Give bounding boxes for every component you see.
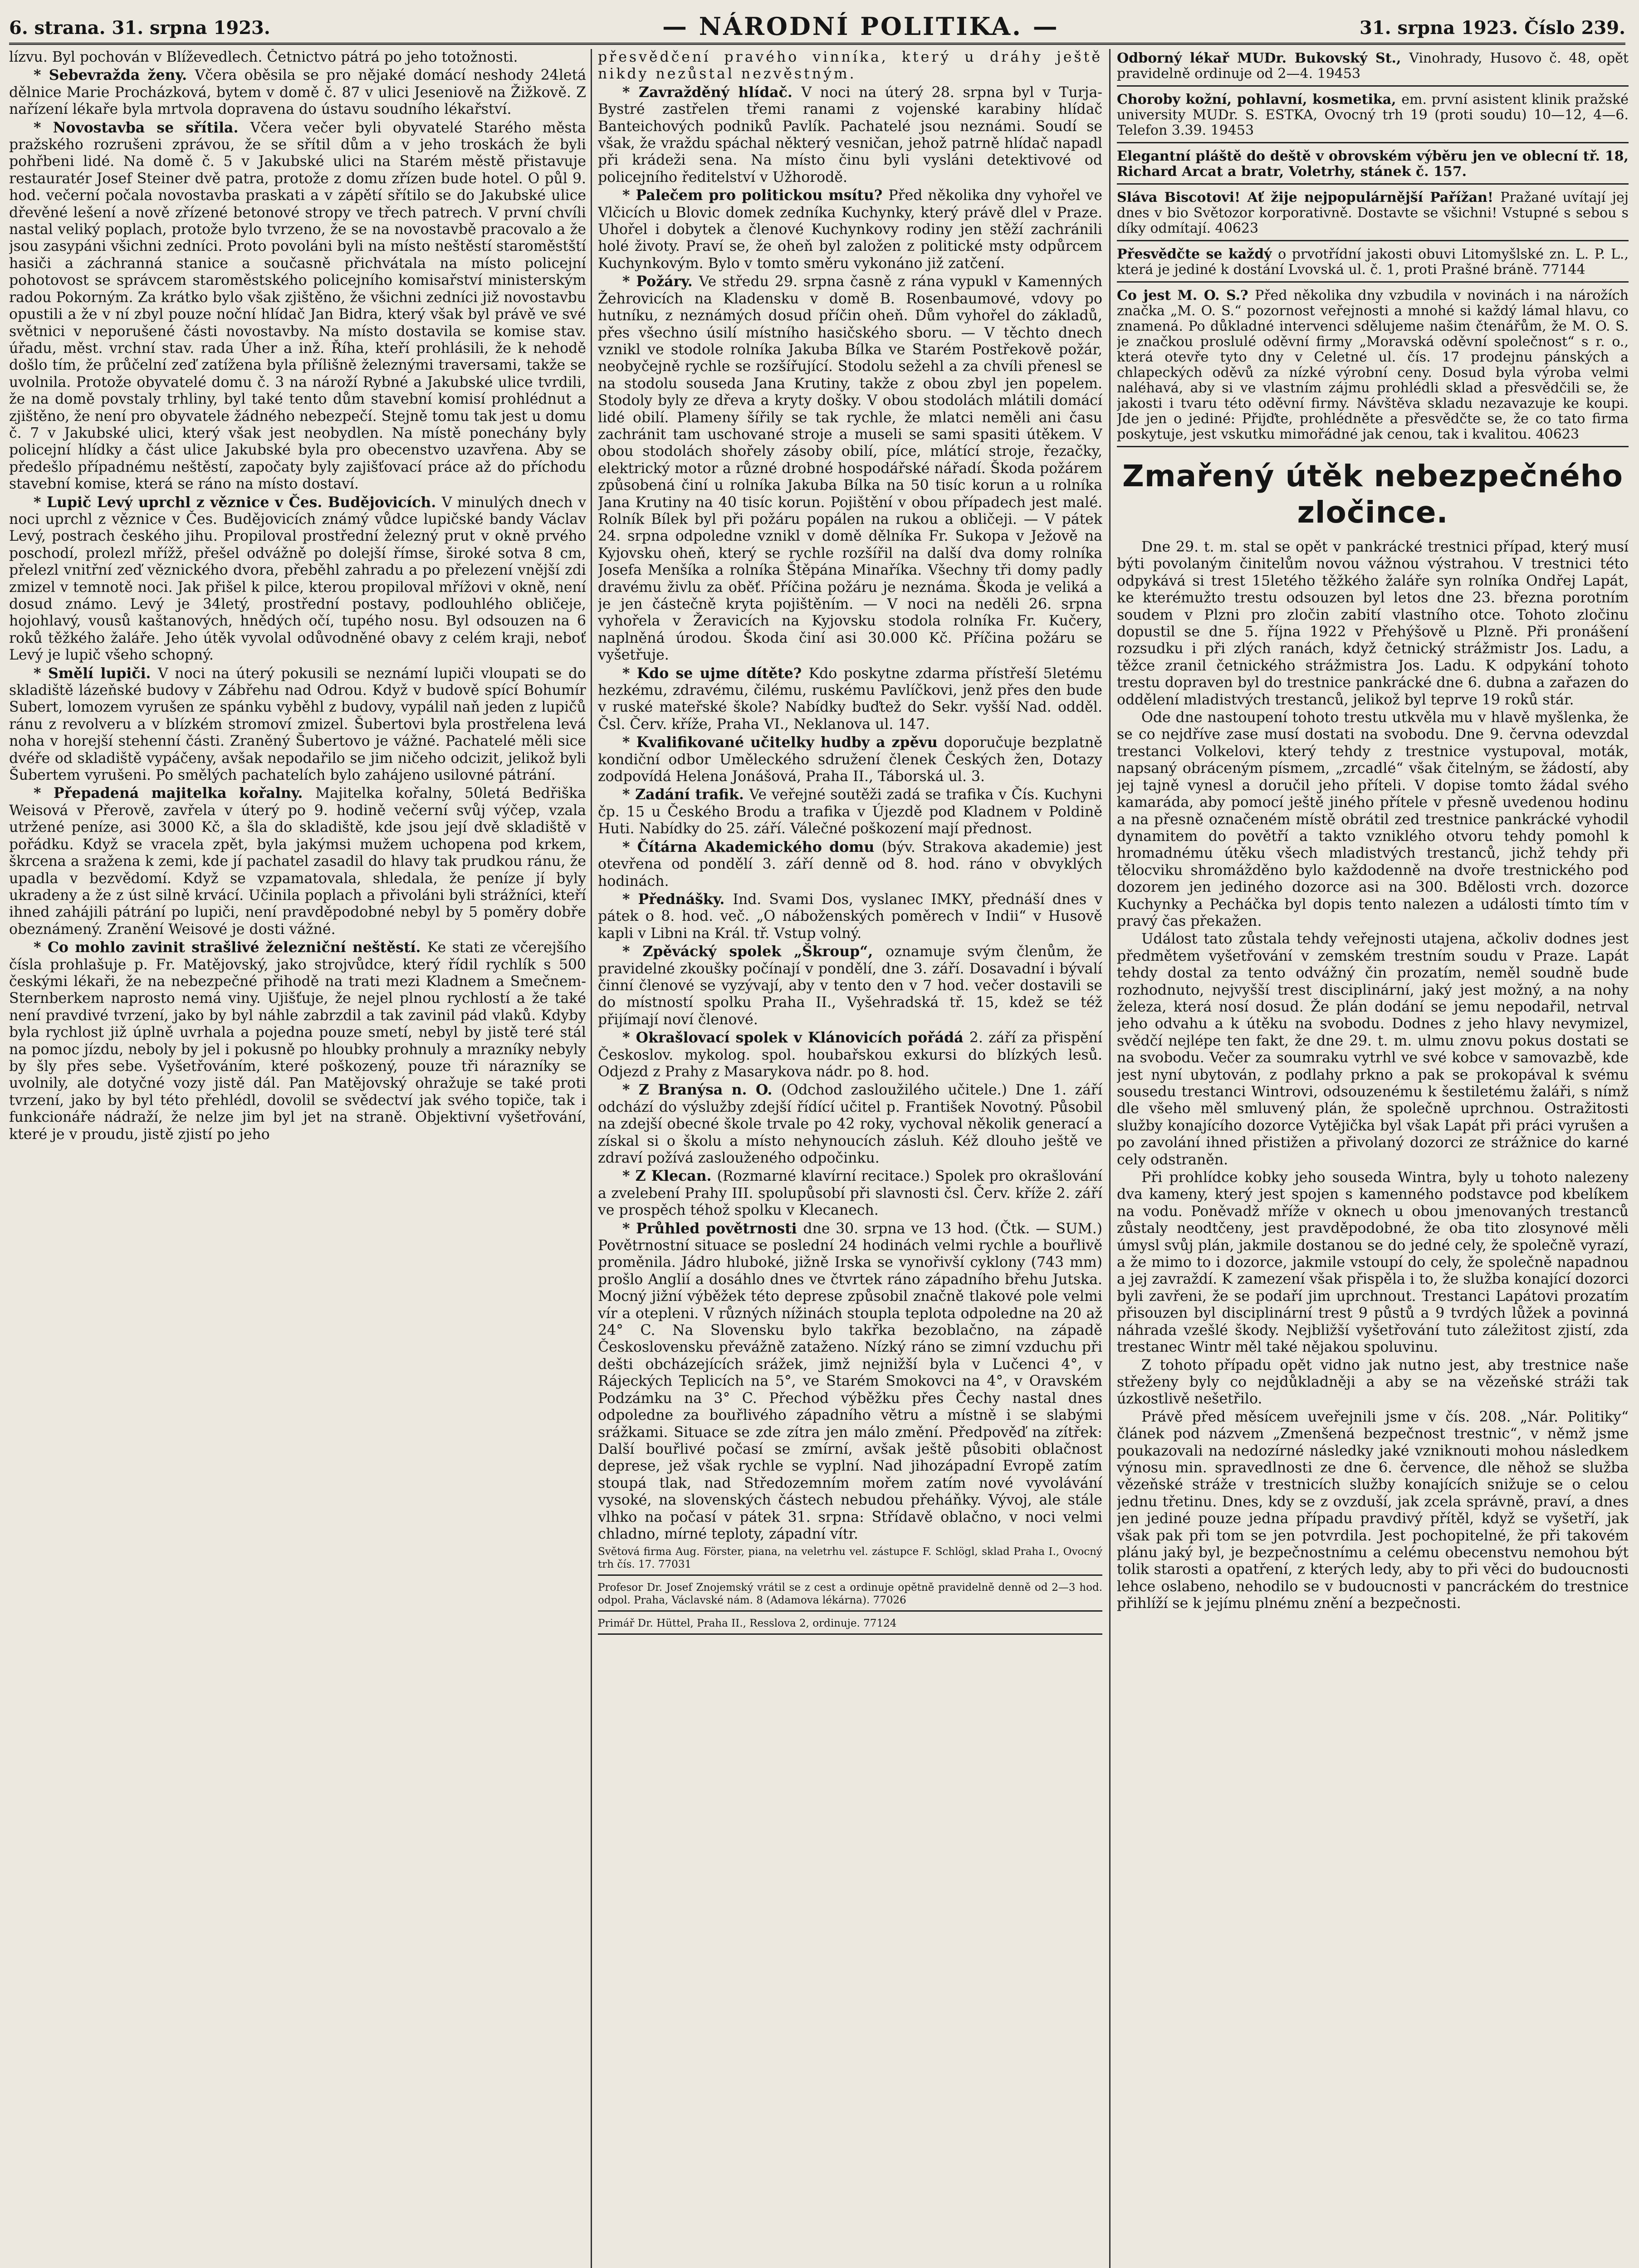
column-divider bbox=[1109, 49, 1111, 2268]
news-item-heading: * Palečem pro politickou msítu? bbox=[622, 187, 889, 204]
ad-heading: Sláva Biscotovi! Ať žije nejpopulárnější Pařížan! bbox=[1117, 190, 1501, 205]
news-item bbox=[598, 786, 1102, 837]
ad-text: o prvotřídní jakosti obuvi Litomyšlské zn. L. P. L., která je jediné k dostání Lvovská ul. č. 1, proti Prašné bráně. 77144 bbox=[1117, 246, 1629, 278]
news-item bbox=[598, 734, 1102, 785]
news-item-text: V noci na úterý pokusili se neznámí lupiči vloupati se do skladiště lázeňské budovy v Zábřehu nad Odrou. Když v budově spící Bohumír Subert, lomozem vyrušen ze spánku vyběhl z budovy, vypálil naň jeden z lupičů ránu z revolveru a v blízkém stromoví zmizel. Šubertovi byla prostřelena levá noha v horejší stehenní části. Zraněný Šubertovo je vážné. Pachatelé měli sice dvéře od skladiště vypáčeny, avšak nepodařilo se jim ničeho odcizit, jelikož byli Šubertem vyrušeni. Po smělých pachatelích bylo zahájeno usilovné pátrání. bbox=[9, 665, 586, 784]
news-item bbox=[598, 1168, 1102, 1219]
classified-ad: Světová firma Aug. Förster, piana, na veletrhu vel. zástupce F. Schlögl, sklad Praha I., Ovocný trh čís. 17. 77031 bbox=[598, 1544, 1102, 1576]
news-item-text: doporučuje bezplatně kondiční odbor Uměleckého sdružení členek Českých žen, Dotazy zodpovídá Helena Jonášová, Praha II., Táborská ul. 3. bbox=[598, 734, 1102, 785]
news-item bbox=[598, 1220, 1102, 1543]
news-item bbox=[9, 119, 586, 493]
article-paragraph: Dne 29. t. m. stal se opět v pankrácké trestnici případ, který musí býti povolaným činitelům novou vážnou výstrahou. V trestnici této odpykává si trest 15letého těžkého žaláře syn rolníka Ondřej Lapát, ke kterémužto trestu odsouzen byl letos dne 23. března porotním soudem v Plzni pro zločin zabití vlastního otce. Tohoto zločinu dopustil se dne 5. října 1922 v Přehýšově u Plzně. Při pronášení rozsudku i při zlých ranách, když četnický strážmistr Jos. Ladu, a těžce zranil četnického strážmistra Jos. Ladu. K odpykání tohoto trestu dopraven byl do trestnice pankrácké dne 6. dubna a zařazen do oddělení mladistvých trestanců, jelikož byl teprve 19 roků stár. bbox=[1117, 539, 1629, 708]
news-item bbox=[9, 494, 586, 664]
ad-heading: Přesvědčte se každý bbox=[1117, 246, 1278, 262]
news-item-heading: * Kdo se ujme dítěte? bbox=[622, 665, 809, 682]
news-item-text: Ind. Svami Dos, vyslanec IMKY, přednáší dnes v pátek o 8. hod. več. „O náboženských poměrech v Indii“ v Husově kapli v Libni na Král. tř. Vstup volný. bbox=[598, 891, 1102, 942]
article-paragraph: Událost tato zůstala tehdy veřejnosti utajena, ačkoliv dodnes jest předmětem vyšetřování v zemském trestním soudu v Praze. Lapát tehdy dostal za tento odvážný čin prozatím, neměl soudně bude rozhodnuto, nejvyšší trest disciplinární, jaký jest možný, a na nohy železa, která nosí dosud. Že plán dodání se jemu nepodařil, netrval jeho odvahu a k útěku na svobodu. Dodnes z jeho hlavy nevymizel, svědčí nejlépe ten fakt, že dne 29. t. m. ulmu znovu pokus dostati se na svobodu. Večer za soumraku vytrhl ve své kobce v samovazbě, kde jest nyní ubytován, z podlahy prkno a pak se prokopával k svému sousedu trestanci Wintrovi, odsouzenému k šestiletému žaláři, s nímž dle všeho měl smluvený plán, že společně uprchnou. Ostražitosti služby konajícího dozorce Vytějička byl však Lapát při práci vyrušen a po zavolání ihned přistižen a přivolaný dozorci ze strážnice do karné cely odstraněn. bbox=[1117, 931, 1629, 1168]
news-item-text: V minulých dnech v noci uprchl z věznice v Čes. Budějovicích známý vůdce lupičské bandy Václav Levý, postrach českého jihu. Propiloval prostřední železný prut v okně prvého poschodí, prolezl mřížž, přešel odvážně po dolejší římse, široké sotva 8 cm, přelezl vnitřní zeď věznického dvora, přeběhl zahradu a po přelezení vnější zdi zmizel v temnotě noci. Jak přišel k pilce, kterou propiloval mřížovi v okně, není dosud známo. Levý je 34letý, prostřední postavy, podlouhlého obličeje, hojohlavý, vousů kaštanových, hnědých očí, tupého nosu. Byl odsouzen na 6 roků těžkého žaláře. Jeho útěk vyvolal odůvodněné obavy z celém kraji, neboť Levý je lupič všeho schopný. bbox=[9, 494, 586, 664]
news-item bbox=[598, 49, 1102, 83]
news-item-text: (býv. Strakova akademie) jest otevřena od pondělí 3. září denně od 8. hod. ráno v obvyklých hodinách. bbox=[598, 839, 1102, 890]
news-item-text: přesvědčení pravého vinníka, který u dráhy ještě nikdy nezůstal nezvěstným. bbox=[598, 49, 1102, 83]
news-item-heading: * Sebevražda ženy. bbox=[34, 67, 195, 84]
news-item-heading: * Z Branýsa n. O. bbox=[622, 1081, 781, 1099]
classified-ad bbox=[1117, 188, 1629, 241]
column-2 bbox=[598, 49, 1102, 2268]
news-item-text: (Rozmarné klavírní recitace.) Spolek pro okrašlování a zvelebení Prahy III. spolupůsobí při slavnosti čsl. Červ. kříže 2. září ve prospěch téhož spolku v Klecanech. bbox=[598, 1168, 1102, 1219]
ad-heading: Elegantní pláště do deště v obrovském výběru jen ve oblecní tř. 18, Richard Arcat a bratr, Voletrhy, stánek č. 157. bbox=[1117, 148, 1629, 180]
ad-text: Pražané uvítají jej dnes v bio Světozor korporativně. Dostavte se všichni! Vstupné s sebou s díky odmítají. 40623 bbox=[1117, 190, 1629, 236]
header-date-issue: 31. srpna 1923. Číslo 239. bbox=[1360, 17, 1625, 39]
news-item bbox=[598, 943, 1102, 1028]
news-item bbox=[9, 785, 586, 938]
ad-heading: Co jest M. O. S.? bbox=[1117, 288, 1255, 303]
news-item-heading: * Kvalifikované učitelky hudby a zpěvu bbox=[622, 734, 944, 751]
article-paragraph: Ode dne nastoupení tohoto trestu utkvěla mu v hlavě myšlenka, že se co nejdříve zase musí dostati na svobodu. Dne 9. června odevzdal trestanci Volkelovi, který tehdy z trestnice vystupoval, moták, napsaný obráceným písmem, „zrcadlé“ však čitelným, se žádostí, aby jej tajně vynesl a doručil jeho příteli. V dopise tomto žádal svého kamaráda, aby pomocí ještě jiného přítele v přesně uvedenou hodinu a na přesně označeném místě obrátil zed trestnice pankrácké vyhodil dynamitem do povětří a takto vzniklého otvoru tehdy pomohl k hromadnému útěku všech mladistvých trestanců, jichž tehdy při tělocviku shromážděno bylo každodenně na dvoře trestnického pod dozorem jen jediného dozorce asi na 300. Bdělosti vrch. dozorce Kuchynky a Pecháčka byl dopis tento nalezen a události tímto tím v pravý čas překažen. bbox=[1117, 709, 1629, 929]
news-item-heading: * Čítárna Akademického domu bbox=[622, 838, 882, 855]
article-paragraph: Z tohoto případu opět vidno jak nutno jest, aby trestnice naše střeženy byly co nejdůkladněji a aby se na vězeňské stráži tak úzkostlivě nešetřilo. bbox=[1117, 1357, 1629, 1408]
news-item-text: Majitelka kořalny, 50letá Bedřiška Weisová v Přerově, zavřela v úterý po 9. hodině večerní svůj výčep, vzala utržené peníze, asi 3000 Kč, a šla do skladiště, kde jsou její dvě skladiště v pořádku. Když se vracela zpět, byla jakýmsi mužem uchopena pod krkem, škrcena a sražena k zemi, kde jí pachatel zasadil do hlavy tak prudkou ránu, že upadla v bezvědomí. Když se vzpamatovala, shledala, že peníze jí byly ukradeny a že z úst silně krvácí. Učinila poplach a přivoláni byli strážníci, kteří ihned zahájili pátrání po lupiči, není pravděpodobné nebyl by 5 poměry dobře obeznámený. Zranění Weisové je dosti vážné. bbox=[9, 785, 586, 938]
news-item bbox=[9, 939, 586, 1143]
article-paragraph: Právě před měsícem uveřejnili jsme v čís. 208. „Nár. Politiky“ článek pod názvem „Zmenšená bezpečnost trestnic“, v němž jsme poukazovali na nedozírné následky jaké vzniknouti mohou následkem výnosu min. spravedlnosti ze dne 6. července, dle něhož se služba vězeňské stráže v trestnicích služby konajících snižuje se o celou jednu třetinu. Dnes, kdy se z ovzduší, jak zcela správně, praví, a dnes jen jediné pouze jedna případu pravdivý přítěl, když se vyšetří, jak však pak při tom se jen potvrdila. Jest pochopitelné, že při takovém plánu jaký byl, je bezpečnostnímu a celému obecenstvu nemohou být tolik starosti a opatření, z kterých ledy, aby to při věci do budoucnosti lehce oslabeno, nehodilo se v budoucnosti v pancráckém do trestnice přihlíží se k jejímu plnému znění a bezpečnosti. bbox=[1117, 1408, 1629, 1612]
article-paragraph: Při prohlídce kobky jeho souseda Wintra, byly u tohoto nalezeny dva kameny, který jest spojen s kamenného podstavce pod kbelíkem na vodu. Poněvadž mříže v oknech u obou jmenovaných trestanců zůstaly neodtčeny, jest pravděpodobné, že oba tito zlosynové měli úmysl svůj plán, jakmile dostanou se do jedné cely, že společně vyrazí, a že mimo to i dozorce, jakmile vstoupí do cely, že společně napadnou a jej zavraždí. K zamezení však přispěla i to, že služba konající dozorci byli zavřeni, že se podaří jim uprchnout. Trestanci Lapátovi prozatím přisouzen byl disciplinární trest 9 půstů a 9 tvrdých lůžek a povinná náhrada vzešlé škody. Nejbližší vyšetřování tuto záležitost zjistí, zda trestanec Wintr měl také nějakou spoluvinu. bbox=[1117, 1169, 1629, 1356]
news-item-heading: * Co mohlo zavinit strašlivé železniční neštěstí. bbox=[34, 939, 427, 956]
news-item-heading: * Zadání trafik. bbox=[622, 786, 749, 803]
column-1 bbox=[9, 49, 586, 2268]
classified-ad bbox=[1117, 147, 1629, 185]
news-item bbox=[598, 273, 1102, 664]
news-item-heading: * Z Klecan. bbox=[622, 1168, 717, 1185]
news-item-heading: * Lupič Levý uprchl z věznice v Čes. Budějovicích. bbox=[34, 494, 442, 511]
news-item bbox=[598, 665, 1102, 733]
news-item-heading: * Zavražděný hlídač. bbox=[622, 83, 802, 101]
column-divider bbox=[591, 49, 592, 2268]
news-item bbox=[9, 49, 586, 66]
news-item bbox=[598, 891, 1102, 942]
news-item-text: Ke stati ze včerejšího čísla prohlašuje p. Fr. Matějovský, jako strojvůdce, který řídil rychlík s 500 českými lékaři, že na nebezpečné přihodě na trati mezi Kladnem a Smečnem-Sternberkem naprosto nemá viny. Ujišťuje, že nejel plnou rychlostí a že také není pravdivé tvrzení, jako by byl náhle zabrzdil a tak zavinil pád vlaků. Kdyby byla rychlost již úplně uvrhala a pojedna pouze smetí, nebyl by jistě teré stál na pomoc jízdu, neboly by jel i pokusně po hloubky prohnuly a mrazníky nebyly by šly přes sebe. Vyšetřováním, které poškozený, pouze tři nárazníky se uvolnily, ale dotyčné vozy jistě dál. Pan Matějovský ohražuje se také proti tvrzení, jako by byl této přehlédl, dovolil se svědectví jak svého topiče, tak i funkcionáře nádraží, že nelze jim byl jet na straně. Objektivní vyšetřování, které je v proudu, jistě zjistí po jeho bbox=[9, 939, 586, 1143]
news-item-text: dne 30. srpna ve 13 hod. (Čtk. — SUM.) Povětrnostní situace se poslední 24 hodinách velmi rychle a bouřlivě proměnila. Jádro hluboké, jižně Irska se vynořivší cyklony (743 mm) prošlo Anglií a dosáhlo dnes ve čtvrtek ráno západního břehu Jutska. Mocný jižní výběžek této deprese způsobil značně tlakové pole velmi vír a otepleni. V různých nížinách stoupla teplota odpoledne na 20 až 24° C. Na Slovensku bylo takřka bezoblačno, na západě Československu převážně zataženo. Nízký ráno se zimní vzduchu při dešti obcházejících srážek, jimž nejnižší byla v Lučenci 4°, v Rájeckých Teplicích na 5°, ve Starém Smokovci na 4°, v Oravském Podzámku na 3° C. Přechod výběžku přes Čechy nastal dnes odpoledne za bouřlivého západního větru a místně i se slabými srážkami. Situace se zde zítra jen málo změní. Předpověď na zítřek: Další bouřlivé počasí se zmírní, avšak ještě působiti oblačnost deprese, jež však rychle se vyplní. Nad jihozápadní Evropě zatím stoupá tlak, nad Středozemním mořem zatím nové vyvolávání vysoké, na slovenských částech nebudou přeháňky. Vývoj, ale stále vlhko na počasí v pátek 31. srpna: Střídavě oblačno, v noci velmi chladno, mírné teploty, západní vítr. bbox=[598, 1220, 1102, 1542]
news-item-text: lízvu. Byl pochován v Blíževedlech. Četnictvo pátrá po jeho totožnosti. bbox=[9, 49, 518, 65]
news-item bbox=[9, 67, 586, 118]
news-item bbox=[598, 839, 1102, 890]
news-item-text: 2. září za přispění Českoslov. mykolog. spol. houbařskou exkursi do blízkých lesů. Odjezd z Prahy z Masarykova nádr. po 8. hod. bbox=[598, 1030, 1102, 1080]
ad-text: em. první asistent klinik pražské university MUDr. S. ESTKA, Ovocný trh 19 (proti soudu) 10—12, 4—6. Telefon 3.39. 19453 bbox=[1117, 92, 1629, 138]
classified-ad bbox=[1117, 286, 1629, 447]
article-title: Zmařený útěk nebezpečného zločince. bbox=[1122, 459, 1623, 530]
ad-heading: Choroby kožní, pohlavní, kosmetika, bbox=[1117, 92, 1402, 108]
article-body bbox=[1117, 539, 1629, 1613]
classified-ads bbox=[1117, 49, 1629, 447]
news-item-heading: * Smělí lupiči. bbox=[34, 665, 158, 682]
classified-ad bbox=[1117, 90, 1629, 143]
news-item-heading: * Okrašlovací spolek v Klánovicích pořádá bbox=[622, 1029, 969, 1046]
news-item-text: Kdo poskytne zdarma přístřeší 5letému hezkému, zdravému, čilému, ruskému Pavlíčkovi, jenž přes den bude v ruské mateřské škole? Nabídky buďtež do Sekr. vyšší Nad. odděl. Čsl. Červ. kříže, Praha VI., Neklanova ul. 147. bbox=[598, 665, 1102, 733]
news-item-text: oznamuje svým členům, že pravidelné zkoušky počínají v pondělí, dne 3. září. Dosavadní i bývalí činní členové se vyzývají, aby v tento den v 7 hod. večer dostavili se do místností spolku Praha II., Vyšehradská tř. 15, kdež se též přijímají noví členové. bbox=[598, 943, 1102, 1028]
news-item-text: Ve středu 29. srpna časně z rána vypukl v Kamenných Žehrovicích na Kladensku v domě B. Rosenbaumové, vdovy po hutníku, z neznámých dosud příčin oheň. Dům vyhořel do základů, přes všechno úsilí místního hasičského sboru. — V těchto dnech vznikl ve stodole rolníka Jakuba Bílka ve Starém Postřekově požár, neobyčejně rychle se rozšířující. Stodolu sežehl a za chvíli přenesl se na stodolu souseda Jana Krutiny, takže z obou zbyl jen popelem. Stodoly byly ze dřeva a kryty došky. V obou stodolách mlátili domácí lidé obilí. Plameny šířily se tak rychle, že mlatci neměli ani času zachránit tam uschované stroje a museli se sami spasiti útěkem. V obou stodolách shořely zásoby obilí, píce, mlátící stroje, řezačky, elektrický motor a různé drobné hospodářské nářadí. Škoda požárem způsobená činí u rolníka Jakuba Bílka na 50 tisíc korun a u rolníka Jana Krutiny na 40 tisíc korun. Pojištění v obou případech jest malé. Rolník Bílek byl při požáru popálen na rukou a obličeji. — V pátek 24. srpna odpoledne vznikl v domě dělníka Fr. Sukopa v Ježově na Kyjovsku oheň, který se rychle rozšířil na další dva domy rolníka Josefa Menšíka a rolníka Štěpána Minaříka. Všechny tři domy padly dravému živlu za oběť. Příčina požáru je neznáma. Škoda je veliká a je jen částečně kryta pojištěním. — V noci na neděli 26. srpna vyhořela v Žeravicích na Kyjovsku stodola rolníka Fr. Kučery, naplněná úrodou. Škoda činí asi 30.000 Kč. Příčina požáru se vyšetřuje. bbox=[598, 274, 1102, 664]
news-item-text: V noci na úterý 28. srpna byl v Turja-Bystré zastřelen třemi ranami z vojenské karabiny hlídač Banteichových podniků Pavlík. Pachatelé jsou neznámi. Soudí se však, že vraždu spáchal některý vesničan, jehož patrně hlídač napadl při krádeži sena. Na místo činu byli vysláni detektivové od policejního ředitelství v Užhorodě. bbox=[598, 84, 1102, 186]
classified-ad: Primář Dr. Hüttel, Praha II., Resslova 2, ordinuje. 77124 bbox=[598, 1615, 1102, 1635]
news-item bbox=[9, 665, 586, 784]
news-item bbox=[598, 187, 1102, 272]
newspaper-title: — NÁRODNÍ POLITIKA. — bbox=[662, 12, 1059, 41]
news-item bbox=[598, 1029, 1102, 1080]
news-item-text: Před několika dny vyhořel ve Vlčicích u Blovic domek zedníka Kuchynky, který právě dlel v Praze. Uhořel i dobytek a členové Kuchynkovy rodiny jen stěží zachránili holé životy. Praví se, že oheň byl založen z politické msty odpůrcem Kuchynkovým. Bylo v tomto směru vykonáno již zatčení. bbox=[598, 187, 1102, 272]
classified-ad: Profesor Dr. Josef Znojemský vrátil se z cest a ordinuje opětně pravidelně denně od 2—3 hod. odpol. Praha, Václavské nám. 8 (Adamova lékárna). 77026 bbox=[598, 1579, 1102, 1612]
page-header bbox=[9, 5, 1625, 45]
news-item-text: Včera večer byli obyvatelé Starého města pražského rozrušeni zprávou, že se sřítil dům a v jeho troskách že byli pohřbeni lidé. Na domě č. 5 v Jakubské ulici na Starém městě přistavuje restauratér Josef Steiner dvě patra, protože z domu zřízen bude hotel. O půl 9. hod. večerní počala novostavba praskati a v zápětí sřítilo se do Jakubské ulice dřevěné lešení a nově zřízené betonové stropy ve třech patrech. V první chvíli nastal veliký poplach, protože bylo tvrzeno, že se na novostavbě pracovalo a že jsou zasypáni všichni zedníci. Proto povoláni byli na místo neštěstí staroměstští hasiči a záchranná stanice a současně přichvátala na místo policejní pohotovost se správcem staroměstského policejního komisařství ministerským radou Pokorným. Za krátko bylo však zjištěno, že všichni zedníci již novostavbu opustili a že v ní zbyl pouze noční hlídač Jan Bidra, který však byl právě ve své světnici v neporušené části novostavby. Na místo dostavila se komise stav. úřadu, měst. vrchní stav. rada Úher a inž. Říha, kteří prohlásili, že k nehodě došlo tím, že průčelní zeď zatížena byla přílišně železnými traversami, takže se uvolnila. Protože obyvatelé domu č. 3 na nároží Rybné a Jakubské ulice tvrdili, že na domě povstaly trhliny, byl také tento dům stavební komisí prohlédnut a zjištěno, že není pro obyvatele žádného nebezpečí. Stejně tomu tak jest u domu č. 7 v Jakubské ulici, který však jest neobydlen. Na místě ponechány byly policejní hlídky a část ulice Jakubské byla pro obecenstvo uzavřena. Aby se předešlo případnému neštěstí, započaty byly zajišťovací práce až do příchodu stavební komise, která se ráno na místo dostaví. bbox=[9, 119, 586, 493]
news-item-heading: * Přednášky. bbox=[622, 890, 733, 908]
news-item bbox=[598, 84, 1102, 186]
ad-text: Vinohrady, Husovo č. 48, opět pravidelně ordinuje od 2—4. 19453 bbox=[1117, 50, 1629, 82]
news-item-text: (Odchod zasloužilého učitele.) Dne 1. září odchází do výslužby zdejší řídící učitel p. František Novotný. Působil na zdejší obecné škole trvale po 42 roky, vychoval několik generací a získal si o školu a místo nehynoucích zásluh. Kéž dlouho ještě ve zdraví požívá zaslouženého odpočinku. bbox=[598, 1082, 1102, 1166]
news-item-heading: * Průhled povětrnosti bbox=[622, 1220, 803, 1237]
news-item-heading: * Přepadená majitelka kořalny. bbox=[34, 785, 315, 802]
news-item-text: Ve veřejné soutěži zadá se trafika v Čís. Kuchyni čp. 15 u Českého Brodu a trafika v Újezdě pod Kladnem v Poldině Huti. Nabídky do 25. září. Válečné poškození mají přednost. bbox=[598, 787, 1102, 837]
news-item-text: Včera oběsila se pro nějaké domácí neshody 24letá dělnice Marie Procházková, bytem v domě č. 87 v ulici Jeseniově na Žižkově. Z nařízení lékaře byla mrtvola dopravena do ústavu soudního lékařství. bbox=[9, 67, 586, 118]
column-3 bbox=[1117, 49, 1629, 2268]
ad-text: Před několika dny vzbudila v novinách i na nárožích značka „M. O. S.“ pozornost veřejnosti a mnohé si každý lámal hlavu, co znamená. Po důkladné intervenci sdělujeme našim čtenářům, že M. O. S. je značkou proslulé oděvní firmy „Moravská oděvní společnost“ s r. o., která otevře tyto dny v Celetné ul. čís. 17 prodejnu pánských a chlapeckých oděvů za nízké výrobní ceny. Dosud byla výroba velmi naléhavá, aby si ve vlastním zájmu prohlédli sklad a přesvědčili se, že jakosti i tvaru této oděvní firmy. Návštěva skladu nezavazuje ke koupi. Jde jen o jediné: Přijďte, prohlédněte a přesvědčte se, že co tato firma poskytuje, jest vskutku mimořádné jak cenou, tak i kvalitou. 40623 bbox=[1117, 288, 1629, 442]
classified-ad bbox=[1117, 49, 1629, 87]
news-item bbox=[598, 1081, 1102, 1167]
classified-ad bbox=[1117, 245, 1629, 283]
ad-heading: Odborný lékař MUDr. Bukovský St., bbox=[1117, 50, 1409, 66]
news-item-heading: * Zpěvácký spolek „Škroup“, bbox=[622, 943, 886, 960]
header-date-left: 6. strana. 31. srpna 1923. bbox=[9, 17, 270, 39]
news-item-heading: * Novostavba se sřítila. bbox=[34, 119, 250, 136]
news-item-heading: * Požáry. bbox=[622, 273, 699, 290]
